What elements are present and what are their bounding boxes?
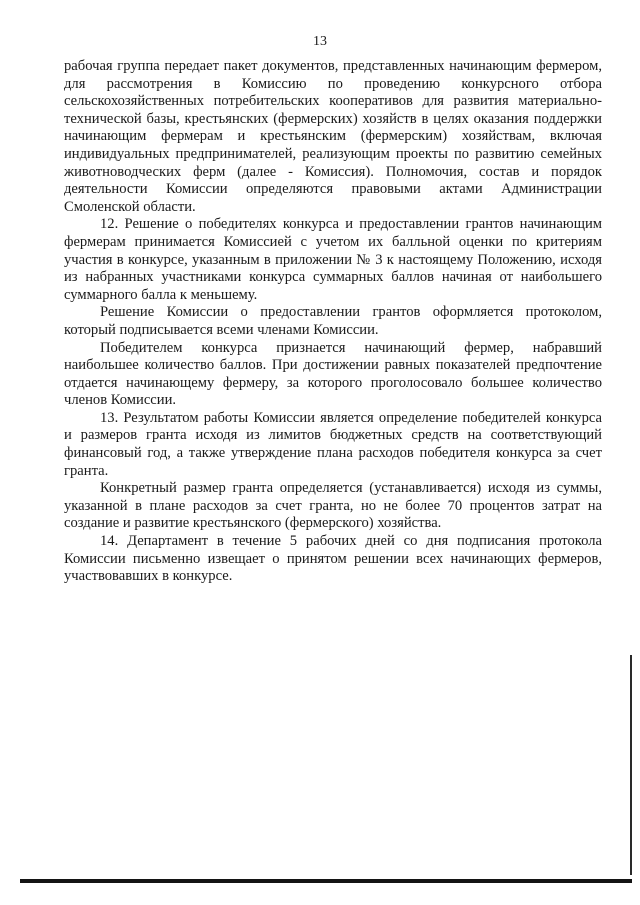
paragraph-14-notification: 14. Департамент в течение 5 рабочих дней со дня подписания протокола Комиссии письменно извещает о принятом решении всех начинающих фермеров, участвовавших в конкурсе. (64, 533, 602, 585)
paragraph-winner: Победителем конкурса признается начинающий фермер, набравший наибольшее количество баллов. При достижении равных показателей предпочтение отдается начинающему фермеру, за которого проголосовало большее количество членов Комиссии. (64, 339, 602, 409)
paragraph-protocol: Решение Комиссии о предоставлении грантов оформляется протоколом, который подписывается всеми членами Комиссии. (64, 304, 602, 338)
paragraph-13-result: 13. Результатом работы Комиссии является определение победителей конкурса и размеров гранта исходя из лимитов бюджетных средств на соответствующий финансовый год, а также утверждение плана расходов победителя конкурса за счет гранта. (64, 409, 602, 479)
paragraph-grant-size: Конкретный размер гранта определяется (устанавливается) исходя из суммы, указанной в плане расходов за счет гранта, но не более 70 процентов затрат на создание и развитие крестьянского (фермерского) хозяйства. (64, 480, 602, 532)
scan-edge-bottom (20, 879, 632, 883)
paragraph-working-group: рабочая группа передает пакет документов, представленных начинающим фермером, для рассмотрения в Комиссию по проведению конкурсного отбора сельскохозяйственных потребительских кооперативов для развития материально-технической базы, крестьянских (фермерских) хозяйств в целях оказания поддержки начинающим фермерам и крестьянским (фермерским) хозяйствам, включая индивидуальных предпринимателей, реализующим проекты по развитию семейных животноводческих ферм (далее - Комиссия). Полномочия, состав и порядок деятельности Комиссии определяются правовыми актами Администрации Смоленской области. (64, 58, 602, 215)
page-number: 13 (313, 34, 327, 49)
paragraph-12-decision: 12. Решение о победителях конкурса и предоставлении грантов начинающим фермерам принимается Комиссией с учетом их балльной оценки по критериям участия в конкурсе, указанным в приложении № 3 к настоящему Положению, исходя из набранных участниками конкурса суммарных баллов начиная от наибольшего суммарного балла к меньшему. (64, 216, 602, 303)
scan-edge-right (630, 655, 632, 875)
document-body (64, 58, 602, 586)
